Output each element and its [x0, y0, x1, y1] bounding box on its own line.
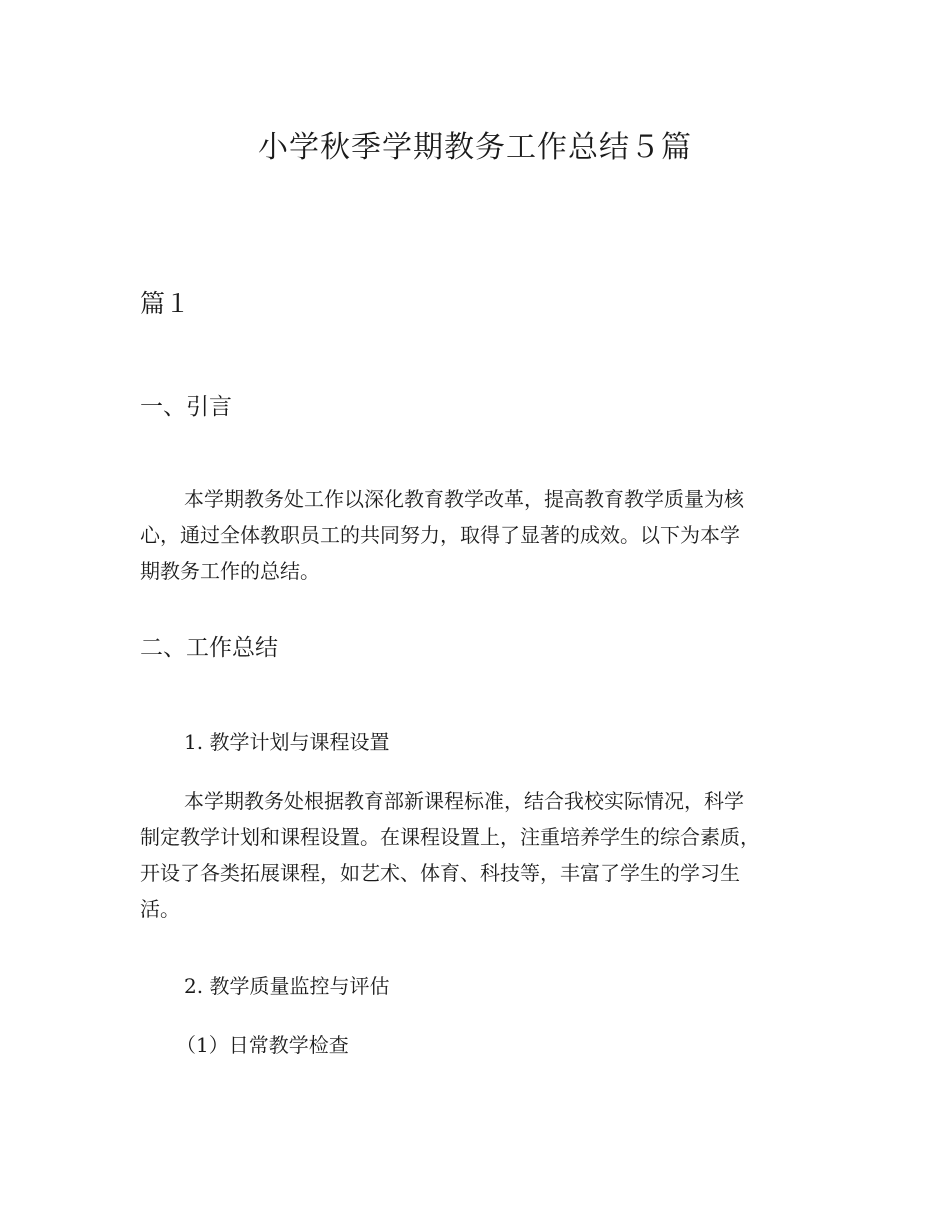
document-title: 小学秋季学期教务工作总结５篇 [258, 130, 692, 165]
paragraph-line: 期教务工作的总结。 [140, 559, 320, 583]
item-heading-teaching-plan: 1. 教学计划与课程设置 [184, 730, 390, 754]
section-heading-work-summary: 二、工作总结 [140, 635, 278, 661]
item-heading-quality-monitoring: 2. 教学质量监控与评估 [184, 974, 390, 998]
paragraph-line: 制定教学计划和课程设置。在课程设置上，注重培养学生的综合素质， [140, 825, 760, 849]
paragraph-line: 本学期教务处工作以深化教育教学改革，提高教育教学质量为核 [184, 487, 744, 511]
sub-item-heading-daily-inspection: （1）日常教学检查 [176, 1033, 349, 1057]
section-heading-introduction: 一、引言 [140, 394, 232, 420]
part-heading: 篇１ [140, 289, 191, 318]
paragraph-line: 开设了各类拓展课程，如艺术、体育、科技等，丰富了学生的学习生 [140, 861, 740, 885]
teaching-plan-paragraph [140, 783, 840, 927]
paragraph-line: 心，通过全体教职员工的共同努力，取得了显著的成效。以下为本学 [140, 523, 740, 547]
paragraph-line: 活。 [140, 897, 180, 921]
introduction-paragraph [140, 481, 840, 589]
paragraph-line: 本学期教务处根据教育部新课程标准，结合我校实际情况，科学 [184, 789, 744, 813]
